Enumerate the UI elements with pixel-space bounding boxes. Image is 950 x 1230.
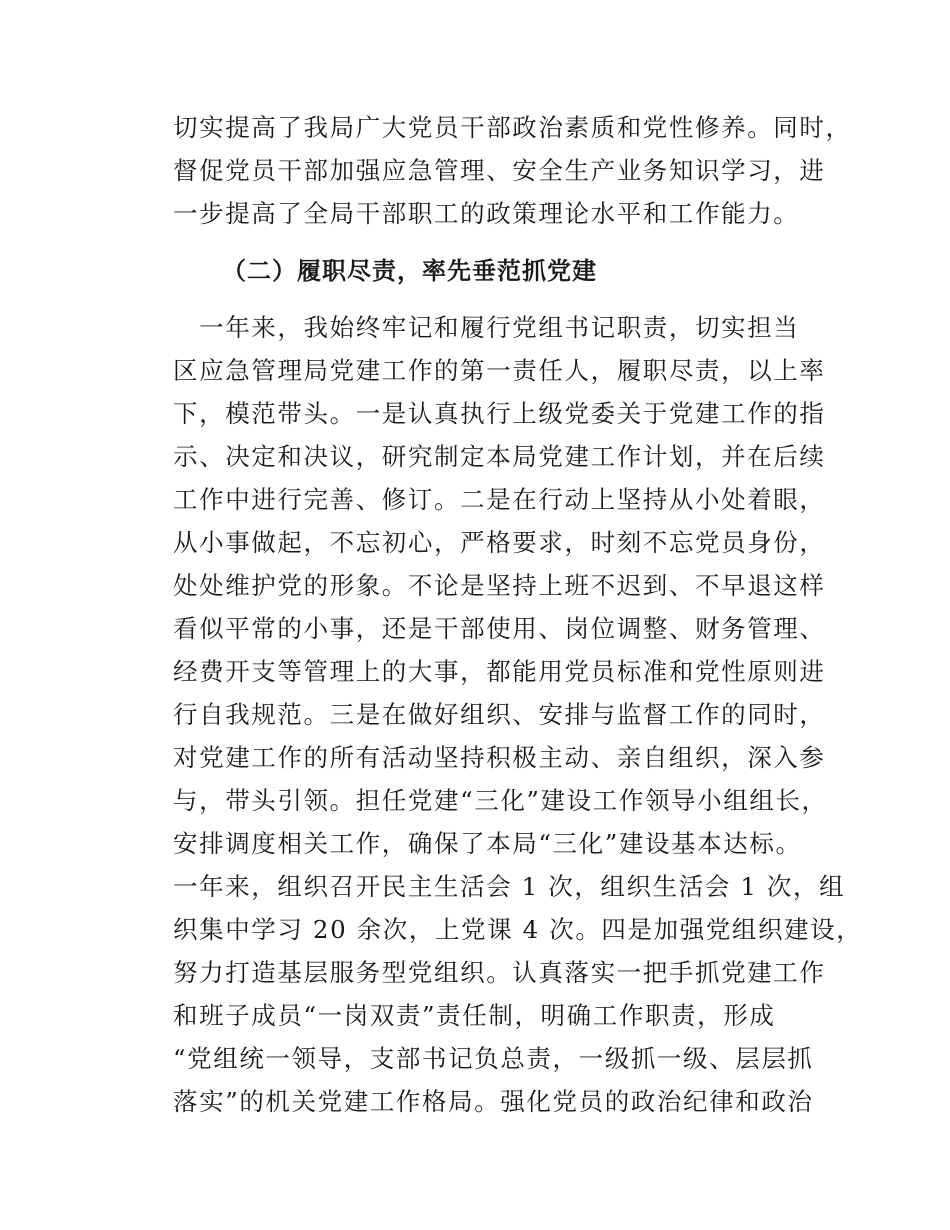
- paragraph-line: 下，模范带头。一是认真执行上级党委关于党建工作的指: [173, 399, 826, 428]
- paragraph-line: “党组统一领导，支部书记负总责，一级抓一级、层层抓: [173, 1044, 814, 1073]
- paragraph-line: 行自我规范。三是在做好组织、安排与监督工作的同时，: [173, 700, 826, 729]
- paragraph-line: 示、决定和决议，研究制定本局党建工作计划，并在后续: [173, 442, 826, 471]
- paragraph-line: 经费开支等管理上的大事，都能用党员标准和党性原则进: [173, 657, 826, 686]
- paragraph-line: 对党建工作的所有活动坚持积极主动、亲自组织，深入参: [173, 743, 826, 772]
- paragraph-line: 落实”的机关党建工作格局。强化党员的政治纪律和政治: [173, 1087, 814, 1116]
- paragraph-line: 从小事做起，不忘初心，严格要求，时刻不忘党员身份，: [173, 528, 826, 557]
- paragraph-line: 处处维护党的形象。不论是坚持上班不迟到、不早退这样: [173, 571, 826, 600]
- paragraph-line: 努力打造基层服务型党组织。认真落实一把手抓党建工作: [173, 958, 826, 987]
- paragraph-line: 切实提高了我局广大党员干部政治素质和党性修养。同时，: [173, 113, 852, 142]
- paragraph-line: 与，带头引领。担任党建“三化”建设工作领导小组组长，: [173, 786, 828, 815]
- paragraph-line: 看似平常的小事，还是干部使用、岗位调整、财务管理、: [173, 614, 826, 643]
- paragraph-line: 工作中进行完善、修订。二是在行动上坚持从小处着眼，: [173, 485, 826, 514]
- paragraph-line: 督促党员干部加强应急管理、安全生产业务知识学习，进: [173, 156, 826, 185]
- paragraph-line: 一年来，我始终牢记和履行党组书记职责，切实担当: [173, 313, 800, 342]
- paragraph-line: 和班子成员“一岗双责”责任制，明确工作职责，形成: [173, 1001, 776, 1030]
- paragraph-line: 安排调度相关工作，确保了本局“三化”建设基本达标。: [173, 829, 802, 858]
- paragraph-line: 织集中学习 20 余次，上党课 4 次。四是加强党组织建设，: [173, 915, 863, 944]
- paragraph-line: 一年来，组织召开民主生活会 1 次，组织生活会 1 次，组: [173, 872, 846, 901]
- section-heading: （二）履职尽责，率先垂范抓党建: [222, 257, 597, 285]
- paragraph-line: 区应急管理局党建工作的第一责任人，履职尽责，以上率: [173, 356, 826, 385]
- paragraph-line: 一步提高了全局干部职工的政策理论水平和工作能力。: [173, 199, 800, 228]
